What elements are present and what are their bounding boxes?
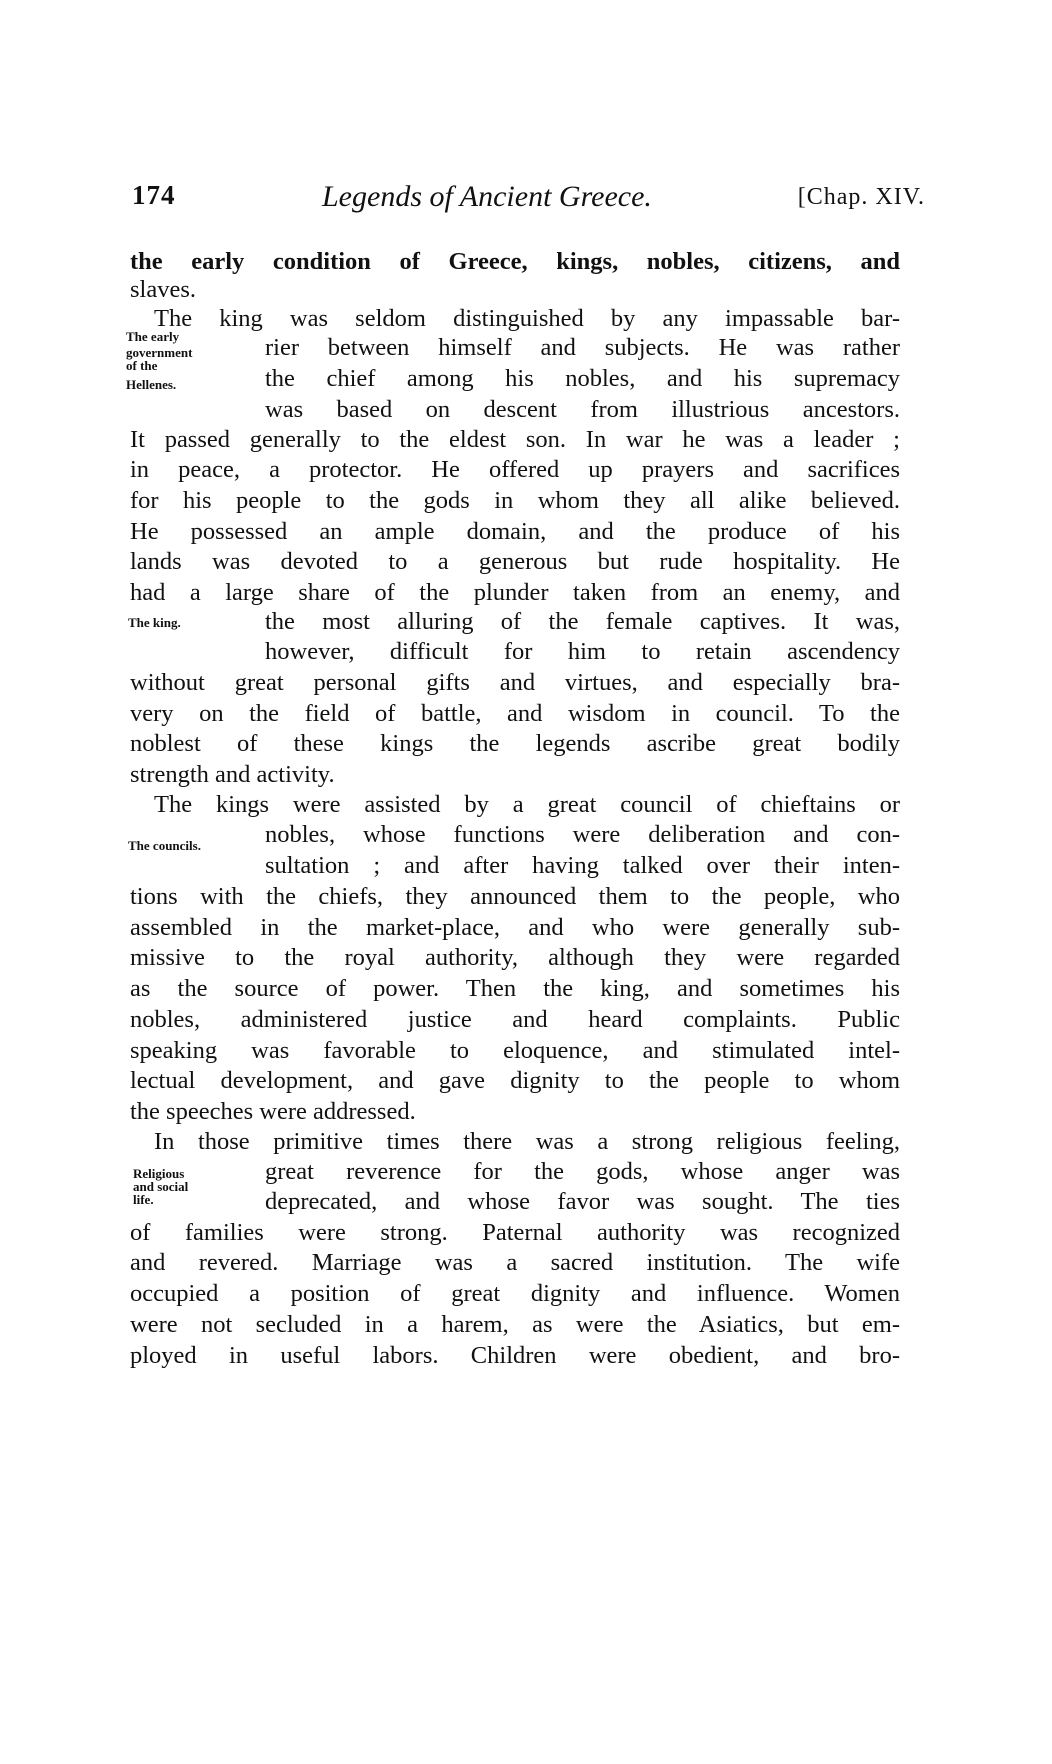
margin-note-king: The king.	[128, 615, 181, 630]
text-line: the early condition of Greece, kings, nobles, citizens, and	[130, 248, 900, 275]
chapter-label: [Chap. XIV.	[797, 184, 925, 210]
text-line: without great personal gifts and virtues, and especially bra-	[130, 669, 900, 696]
text-line: as the source of power. Then the king, and sometimes his	[130, 975, 900, 1002]
text-line: great reverence for the gods, whose anger was	[265, 1158, 900, 1185]
text-line: strength and activity.	[130, 761, 335, 788]
margin-note-line: Religious	[133, 1166, 185, 1181]
text-line: the most alluring of the female captives. It was,	[265, 608, 900, 635]
margin-note-line: life.	[133, 1192, 154, 1207]
margin-note-line: of the	[126, 358, 158, 373]
text-line: speaking was favorable to eloquence, and stimulated intel-	[130, 1037, 900, 1064]
text-line: In those primitive times there was a strong religious feeling,	[154, 1128, 900, 1155]
text-line: the chief among his nobles, and his supremacy	[265, 365, 900, 392]
text-line: lands was devoted to a generous but rude hospitality. He	[130, 548, 900, 575]
text-line: in peace, a protector. He offered up prayers and sacrifices	[130, 456, 900, 483]
margin-note-early-government	[126, 330, 192, 391]
text-line: however, difficult for him to retain ascendency	[265, 638, 900, 665]
running-title: Legends of Ancient Greece.	[322, 180, 652, 213]
margin-note-line: and social	[133, 1179, 189, 1194]
text-line: rier between himself and subjects. He was rather	[265, 334, 900, 361]
text-line: the speeches were addressed.	[130, 1098, 416, 1125]
text-line: noblest of these kings the legends ascribe great bodily	[130, 730, 900, 757]
text-line: assembled in the market-place, and who were generally sub-	[130, 914, 900, 941]
text-line: of families were strong. Paternal authority was recognized	[130, 1219, 900, 1246]
text-line: and revered. Marriage was a sacred institution. The wife	[130, 1249, 900, 1276]
text-line: were not secluded in a harem, as were the Asiatics, but em-	[130, 1311, 900, 1338]
text-line: occupied a position of great dignity and influence. Women	[130, 1280, 900, 1307]
text-line: ployed in useful labors. Children were obedient, and bro-	[130, 1342, 900, 1369]
margin-note-line: Hellenes.	[126, 377, 177, 392]
text-line: He possessed an ample domain, and the produce of his	[130, 518, 900, 545]
text-line: The kings were assisted by a great council of chieftains or	[154, 791, 900, 818]
text-line: nobles, administered justice and heard complaints. Public	[130, 1006, 900, 1033]
text-line: It passed generally to the eldest son. In war he was a leader ;	[130, 426, 900, 453]
text-line: sultation ; and after having talked over their inten-	[265, 852, 900, 879]
page-header	[132, 180, 925, 220]
margin-note-religious	[133, 1167, 188, 1206]
text-line: was based on descent from illustrious ancestors.	[265, 396, 900, 423]
page-number: 174	[132, 180, 176, 210]
text-line: slaves.	[130, 276, 196, 303]
text-line: had a large share of the plunder taken from an enemy, and	[130, 579, 900, 606]
text-line: nobles, whose functions were deliberation and con-	[265, 821, 900, 848]
text-line: very on the field of battle, and wisdom in council. To the	[130, 700, 900, 727]
text-line: The king was seldom distinguished by any impassable bar-	[154, 305, 900, 332]
text-line: missive to the royal authority, although they were regarded	[130, 944, 900, 971]
text-line: lectual development, and gave dignity to the people to whom	[130, 1067, 900, 1094]
margin-note-councils: The councils.	[128, 838, 201, 853]
margin-note-line: government	[126, 345, 193, 360]
text-line: tions with the chiefs, they announced them to the people, who	[130, 883, 900, 910]
text-line: for his people to the gods in whom they all alike believed.	[130, 487, 900, 514]
margin-note-line: The early	[126, 329, 180, 344]
text-line: deprecated, and whose favor was sought. The ties	[265, 1188, 900, 1215]
